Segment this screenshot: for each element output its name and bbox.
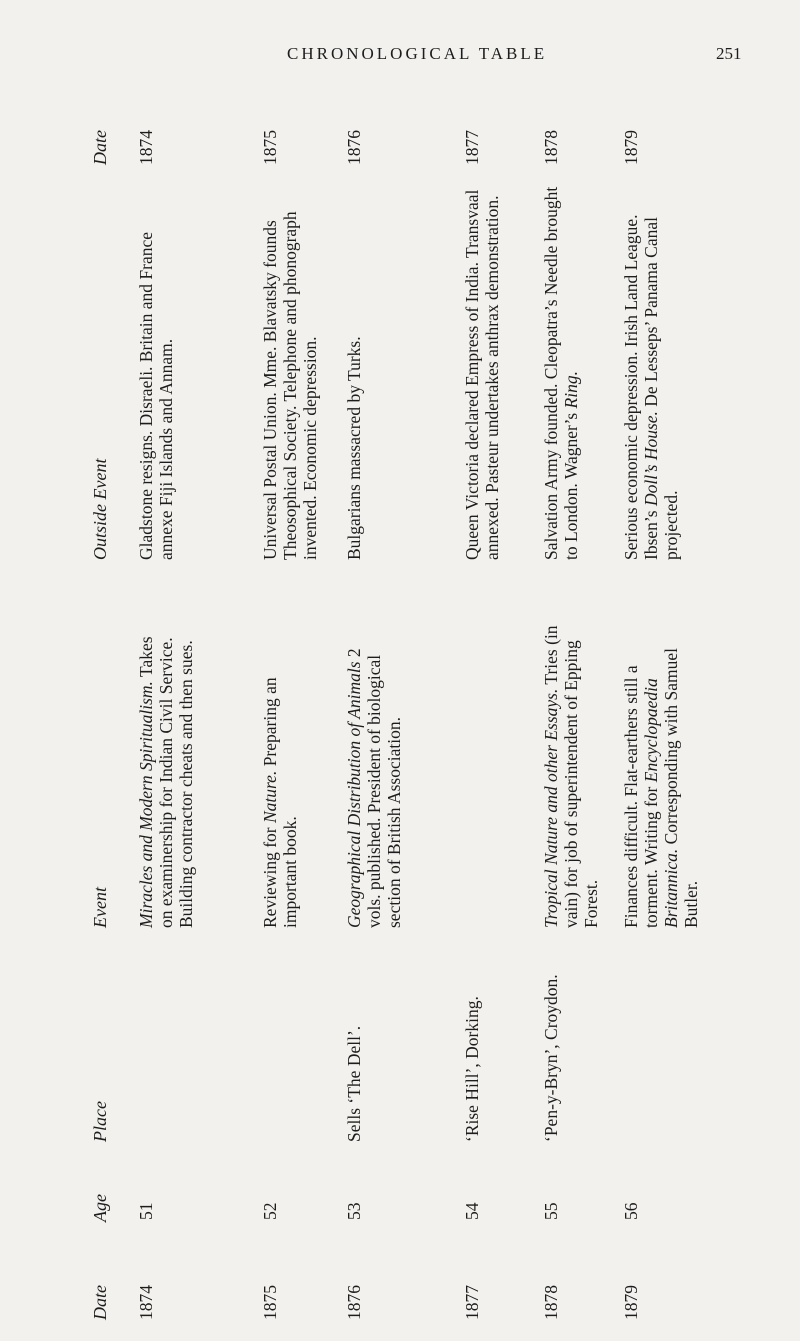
row-date-right: 1875 — [260, 130, 280, 165]
row-age: 55 — [541, 1202, 561, 1220]
event-title: Miracles and Modern Spiritualism. — [136, 681, 156, 928]
event-text-pre: Reviewing for — [260, 823, 280, 928]
row-event — [260, 618, 300, 928]
event-text: Tries (in vain) for job of superintendent of Epping Forest. — [541, 625, 601, 928]
outside-title: Doll’s House. — [641, 411, 661, 507]
event-text: 2 vols. published. President of biological section of British Association. — [344, 648, 404, 928]
event-title: Tropical Nature and other Essays. — [541, 688, 561, 928]
outside-text: De Lesseps’ Panama Canal projected. — [641, 217, 681, 560]
header-date-right: Date — [90, 130, 110, 165]
row-date: 1876 — [344, 1285, 364, 1320]
event-text: Takes on examinership for Indian Civil Service. Building contractor cheats and then sues. — [136, 636, 196, 928]
row-age: 53 — [344, 1202, 364, 1220]
header-age: Age — [90, 1194, 110, 1222]
row-outside-event: Bulgarians massacred by Turks. — [344, 336, 364, 560]
row-outside-event: Queen Victoria declared Empress of India. Transvaal annexed. Pasteur undertakes anthrax demonstration. — [462, 189, 502, 560]
row-age: 54 — [462, 1202, 482, 1220]
row-date: 1875 — [260, 1285, 280, 1320]
event-title: Geographical Distribution of Animals — [344, 661, 364, 928]
row-place: ‘Rise Hill’, Dorking. — [462, 996, 482, 1142]
row-event — [344, 618, 404, 928]
row-event — [621, 618, 701, 928]
row-event — [541, 618, 601, 928]
event-title: Encyclopaedia Britannica. — [641, 678, 681, 928]
row-date-right: 1874 — [136, 130, 156, 165]
row-date: 1878 — [541, 1285, 561, 1320]
running-head — [0, 44, 800, 74]
row-date: 1879 — [621, 1285, 641, 1320]
outside-title: Ring. — [561, 371, 581, 409]
outside-text-pre: Salvation Army founded. Cleopatra’s Needle brought to London. Wagner’s — [541, 186, 581, 560]
row-outside-event: Gladstone resigns. Disraeli. Britain and France annexe Fiji Islands and Annam. — [136, 231, 176, 560]
row-place: ‘Pen-y-Bryn’, Croydon. — [541, 974, 561, 1142]
event-text-pre: Finances difficult. Flat-earthers still a torment. Writing for — [621, 665, 661, 928]
row-date-right: 1876 — [344, 130, 364, 165]
row-outside-event: Universal Postal Union. Mme. Blavatsky founds Theosophical Society. Telephone and phonograph invented. Economic depression. — [260, 211, 320, 560]
page-title: CHRONOLOGICAL TABLE — [287, 44, 548, 63]
row-outside-event — [541, 180, 581, 560]
row-date-right: 1879 — [621, 130, 641, 165]
chronological-table — [86, 80, 706, 1320]
header-date: Date — [90, 1285, 110, 1320]
page-number: 251 — [716, 44, 742, 63]
table-header — [86, 80, 120, 1320]
row-age: 56 — [621, 1202, 641, 1220]
row-date: 1874 — [136, 1285, 156, 1320]
row-date: 1877 — [462, 1285, 482, 1320]
header-outside-event: Outside Event — [90, 458, 110, 560]
row-age: 51 — [136, 1202, 156, 1220]
event-title: Nature. — [260, 770, 280, 824]
row-date-right: 1878 — [541, 130, 561, 165]
row-date-right: 1877 — [462, 130, 482, 165]
row-outside-event — [621, 180, 681, 560]
header-event: Event — [90, 887, 110, 928]
event-text: Preparing an important book. — [260, 677, 300, 928]
header-place: Place — [90, 1101, 110, 1142]
event-text: Corresponding with Samuel Butler. — [661, 648, 701, 928]
row-place: Sells ‘The Dell’. — [344, 1025, 364, 1142]
row-event — [136, 618, 196, 928]
outside-text-pre: Serious economic depression. Irish Land League. Ibsen’s — [621, 214, 661, 560]
row-age: 52 — [260, 1202, 280, 1220]
